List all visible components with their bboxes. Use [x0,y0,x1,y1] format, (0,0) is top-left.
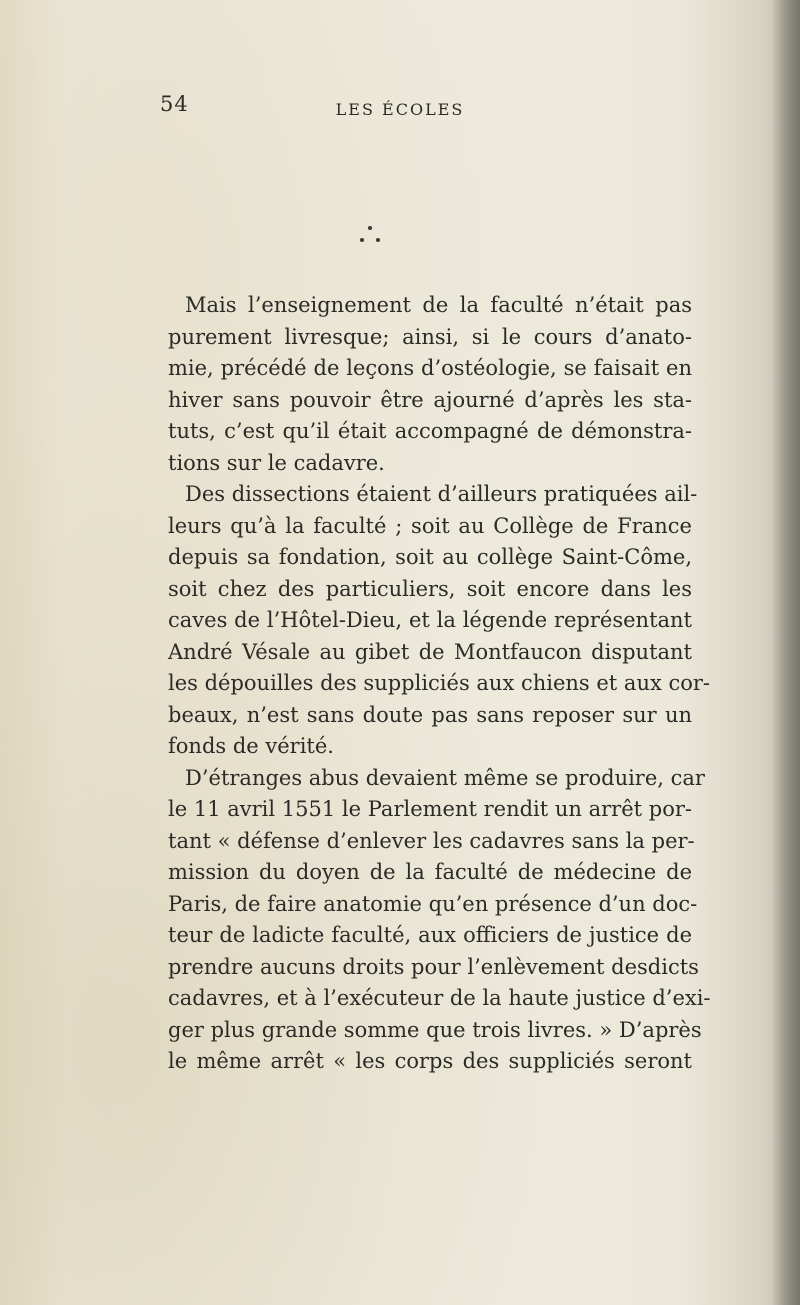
text-line: purement livresque; ainsi, si le cours d’anato- [168,324,692,349]
text-line: cadavres, et à l’exécuteur de la haute justice d’exi- [168,986,711,1010]
text-line: Des dissections étaient d’ailleurs pratiquées ail- [185,482,698,506]
text-line: fonds de vérité. [168,734,334,758]
text-line: les dépouilles des suppliciés aux chiens et aux cor- [168,671,711,695]
text-line: caves de l’Hôtel-Dieu, et la légende représentant [168,608,692,632]
text-line: teur de ladicte faculté, aux officiers de justice de [168,923,692,947]
text-line: mission du doyen de la faculté de médecine de [168,860,692,884]
text-line: tuts, c’est qu’il était accompagné de démonstra- [168,419,692,443]
text-line: tions sur le cadavre. [168,450,385,475]
text-line: mie, précédé de leçons d’ostéologie, se faisait en [168,356,692,380]
text-line: ger plus grande somme que trois livres. » D’après [168,1017,702,1042]
page-edge-shadow [772,0,800,1305]
text-line: André Vésale au gibet de Montfaucon disputant [168,639,692,664]
section-break-ornament-icon [350,226,390,266]
text-line: Paris, de faire anatomie qu’en présence d’un doc- [168,891,698,916]
text-line: le même arrêt « les corps des suppliciés seront [168,1049,692,1073]
text-line: soit chez des particuliers, soit encore dans les [168,576,692,601]
running-title: LES ÉCOLES [335,100,465,119]
text-line: le 11 avril 1551 le Parlement rendit un arrêt por- [168,797,692,821]
text-line: Mais l’enseignement de la faculté n’était pas [185,293,692,317]
body-text [168,290,711,1078]
text-line: leurs qu’à la faculté ; soit au Collège de France [168,513,692,538]
text-line: hiver sans pouvoir être ajourné d’après les sta- [168,387,692,412]
page-number: 54 [160,92,189,116]
text-line: D’étranges abus devaient même se produire, car [185,765,705,790]
text-line: depuis sa fondation, soit au collège Saint-Côme, [168,545,692,569]
text-line: beaux, n’est sans doute pas sans reposer sur un [168,702,692,727]
text-line: tant « défense d’enlever les cadavres sans la per- [168,828,695,853]
text-line: prendre aucuns droits pour l’enlèvement desdicts [168,954,699,979]
